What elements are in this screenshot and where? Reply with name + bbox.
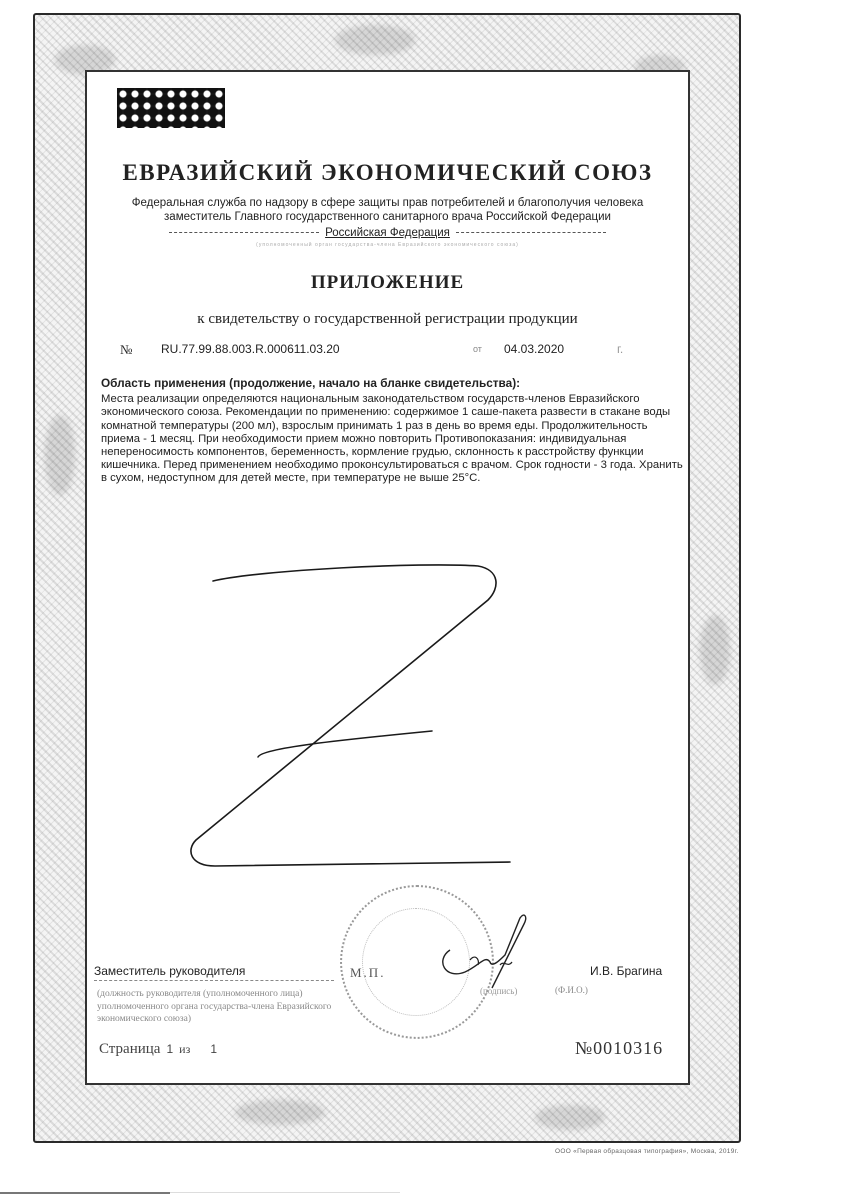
signer-role: Заместитель руководителя bbox=[94, 964, 246, 978]
scope-body: Места реализации определяются национальным законодательством государств-членов Евразийского экономического союза. Рекомендации по применению: содержимое 1 саше-пакета развести в стакане воды комнатной температуры (200 мл), взрослым принимать 1 раз в день во время еды. Продолжительность приема - 1 месяц. При необходимости прием можно повторить Противопоказания: индивидуальная непереносимость компонентов, беременность, кормление грудью, склонность к расстройству функции кишечника. Перед применением необходимо проконсультироваться с врачом. Срок годности - 3 года. Хранить в сухом, недоступном для детей месте, при температуре не выше 25°C. bbox=[101, 393, 683, 485]
country-line bbox=[85, 227, 690, 239]
divider bbox=[169, 232, 319, 233]
divider bbox=[0, 1192, 170, 1194]
agency-line-2: заместитель Главного государственного санитарного врача Российской Федерации bbox=[164, 211, 611, 223]
scope-heading: Область применения (продолжение, начало на бланке свидетельства): bbox=[101, 376, 521, 390]
form-number: №0010316 bbox=[575, 1038, 664, 1058]
agency-line-1: Федеральная служба по надзору в сфере защиты прав потребителей и благополучия человека bbox=[131, 197, 644, 209]
certificate-number: RU.77.99.88.003.R.000611.03.20 bbox=[161, 342, 340, 356]
number-label: № bbox=[120, 342, 133, 357]
page-label: Страница bbox=[99, 1041, 161, 1057]
date-label: от bbox=[473, 344, 482, 354]
divider bbox=[94, 980, 334, 981]
divider bbox=[456, 232, 606, 233]
year-suffix: г. bbox=[617, 342, 624, 356]
handwritten-signature bbox=[430, 910, 530, 990]
page-of: из bbox=[179, 1042, 191, 1056]
annex-title: ПРИЛОЖЕНИЕ bbox=[310, 272, 465, 293]
annex-subtitle: к свидетельству о государственной регистрации продукции bbox=[197, 311, 578, 327]
country: Российская Федерация bbox=[325, 227, 450, 239]
agency-block bbox=[85, 196, 690, 224]
country-caption: (уполномоченный орган государства-члена Евразийского экономического союза) bbox=[256, 242, 519, 248]
signature-caption: (подпись) bbox=[480, 986, 518, 996]
certificate-date: 04.03.2020 bbox=[504, 342, 565, 356]
signer-role-caption: (должность руководителя (уполномоченного лица) уполномоченного органа государства-члена Евразийского экономического союза) bbox=[97, 989, 332, 1024]
union-title: ЕВРАЗИЙСКИЙ ЭКОНОМИЧЕСКИЙ СОЮЗ bbox=[122, 160, 653, 185]
name-caption: (Ф.И.О.) bbox=[555, 985, 588, 995]
signer-name: И.В. Брагина bbox=[590, 964, 663, 978]
emblem-icon bbox=[117, 88, 225, 128]
scope-section bbox=[101, 377, 686, 486]
page-current: 1 bbox=[166, 1042, 174, 1056]
stamp-label: М.П. bbox=[350, 965, 386, 980]
page-total: 1 bbox=[210, 1042, 217, 1056]
printer-note: ООО «Первая образцовая типография», Москва, 2019г. bbox=[555, 1148, 739, 1155]
page-indicator bbox=[99, 1041, 223, 1058]
divider bbox=[170, 1192, 400, 1193]
